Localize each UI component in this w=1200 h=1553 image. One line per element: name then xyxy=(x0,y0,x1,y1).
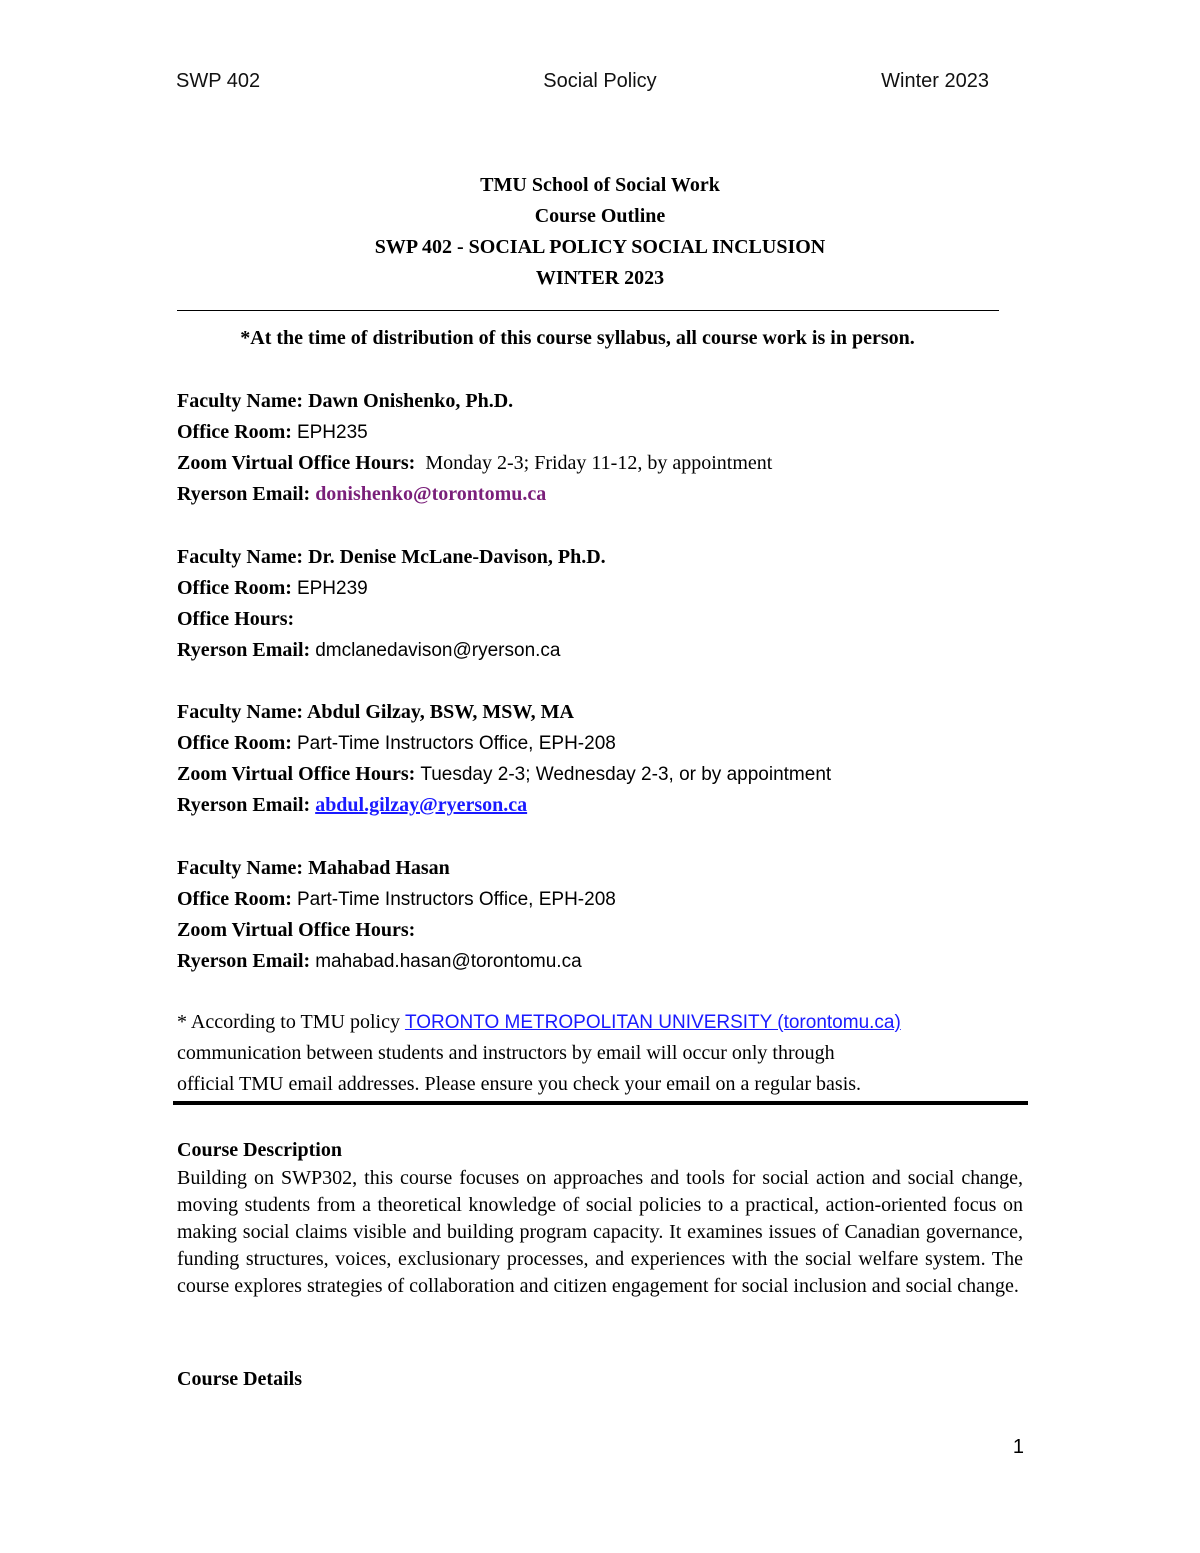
office-hours-row xyxy=(177,604,606,635)
office-room-row xyxy=(177,417,772,448)
faculty-name: Mahabad Hasan xyxy=(308,857,450,879)
email-row xyxy=(177,790,831,821)
email-link[interactable]: abdul.gilzay@ryerson.ca xyxy=(315,794,528,816)
office-room-value: Part-Time Instructors Office, EPH-208 xyxy=(296,733,616,754)
email-value: mahabad.hasan@torontomu.ca xyxy=(315,951,582,972)
school-title: TMU School of Social Work xyxy=(480,174,720,196)
faculty-name-row xyxy=(177,386,772,417)
office-hours-label: Zoom Virtual Office Hours: xyxy=(177,452,416,474)
email-row xyxy=(177,635,606,666)
title-divider xyxy=(177,310,999,311)
email-row xyxy=(177,479,772,510)
section-divider xyxy=(173,1101,1028,1105)
office-room-value: EPH239 xyxy=(296,578,368,599)
office-room-value: Part-Time Instructors Office, EPH-208 xyxy=(296,889,616,910)
office-room-label: Office Room: xyxy=(177,421,292,443)
office-hours-label: Office Hours: xyxy=(177,608,295,630)
office-room-label: Office Room: xyxy=(177,577,292,599)
policy-line-1 xyxy=(177,1007,901,1038)
course-details-heading: Course Details xyxy=(177,1368,302,1390)
office-hours-label: Zoom Virtual Office Hours: xyxy=(177,919,416,941)
faculty-name-label: Faculty Name: xyxy=(177,390,304,412)
email-label: Ryerson Email: xyxy=(177,794,311,816)
office-hours-label: Zoom Virtual Office Hours: xyxy=(177,763,416,785)
email-row xyxy=(177,946,616,977)
office-room-row xyxy=(177,728,831,759)
office-room-label: Office Room: xyxy=(177,732,292,754)
course-title: SWP 402 - SOCIAL POLICY SOCIAL INCLUSION xyxy=(374,236,826,258)
course-description-heading: Course Description xyxy=(177,1139,342,1161)
title-block xyxy=(0,170,1200,294)
header-course-code: SWP 402 xyxy=(176,70,261,92)
header-term: Winter 2023 xyxy=(881,70,989,92)
email-label: Ryerson Email: xyxy=(177,639,311,661)
term-title: WINTER 2023 xyxy=(535,267,665,289)
email-value: dmclanedavison@ryerson.ca xyxy=(315,640,561,661)
office-hours-value: Monday 2-3; Friday 11-12, by appointment xyxy=(425,452,773,474)
office-hours-row xyxy=(177,448,772,479)
in-person-notice: *At the time of distribution of this course syllabus, all course work is in person. xyxy=(240,327,915,349)
faculty-name: Abdul Gilzay, BSW, MSW, MA xyxy=(306,701,574,723)
email-label: Ryerson Email: xyxy=(177,483,311,505)
header-course-name: Social Policy xyxy=(543,70,657,92)
email-link[interactable]: donishenko@torontomu.ca xyxy=(315,483,547,505)
tmu-policy-link[interactable]: TORONTO METROPOLITAN UNIVERSITY (torontomu.ca) xyxy=(404,1012,901,1033)
faculty-block-2 xyxy=(177,542,606,666)
policy-line-2: communication between students and instructors by email will occur only through xyxy=(177,1042,835,1064)
email-label: Ryerson Email: xyxy=(177,950,311,972)
faculty-name-label: Faculty Name: xyxy=(177,857,304,879)
course-description-body: Building on SWP302, this course focuses on approaches and tools for social action and social change, moving students from a theoretical knowledge of social policies to a practical, action-oriented focus on making social claims visible and building program capacity. It examines issues of Canadian governance, funding structures, voices, exclusionary processes, and experiences with the social welfare system. The course explores strategies of collaboration and citizen engagement for social inclusion and social change. xyxy=(177,1167,1023,1297)
office-hours-row xyxy=(177,759,831,790)
office-hours-row xyxy=(177,915,616,946)
faculty-name-label: Faculty Name: xyxy=(177,546,304,568)
faculty-name-label: Faculty Name: xyxy=(177,701,304,723)
faculty-name-row xyxy=(177,853,616,884)
office-room-row xyxy=(177,573,606,604)
faculty-block-3 xyxy=(177,697,831,821)
office-room-value: EPH235 xyxy=(296,422,368,443)
email-policy-note xyxy=(177,1007,901,1100)
faculty-block-1 xyxy=(177,386,772,510)
page-number: 1 xyxy=(1012,1436,1024,1458)
outline-title: Course Outline xyxy=(534,205,666,227)
faculty-block-4 xyxy=(177,853,616,977)
faculty-name-row xyxy=(177,542,606,573)
faculty-name-row xyxy=(177,697,831,728)
office-room-row xyxy=(177,884,616,915)
policy-line-3: official TMU email addresses. Please ensure you check your email on a regular basis. xyxy=(177,1073,862,1095)
office-hours-value: Tuesday 2-3; Wednesday 2-3, or by appointment xyxy=(420,764,832,785)
faculty-name: Dr. Denise McLane-Davison, Ph.D. xyxy=(308,546,606,568)
policy-prefix: * According to TMU policy xyxy=(177,1011,405,1033)
office-room-label: Office Room: xyxy=(177,888,292,910)
faculty-name: Dawn Onishenko, Ph.D. xyxy=(308,390,514,412)
